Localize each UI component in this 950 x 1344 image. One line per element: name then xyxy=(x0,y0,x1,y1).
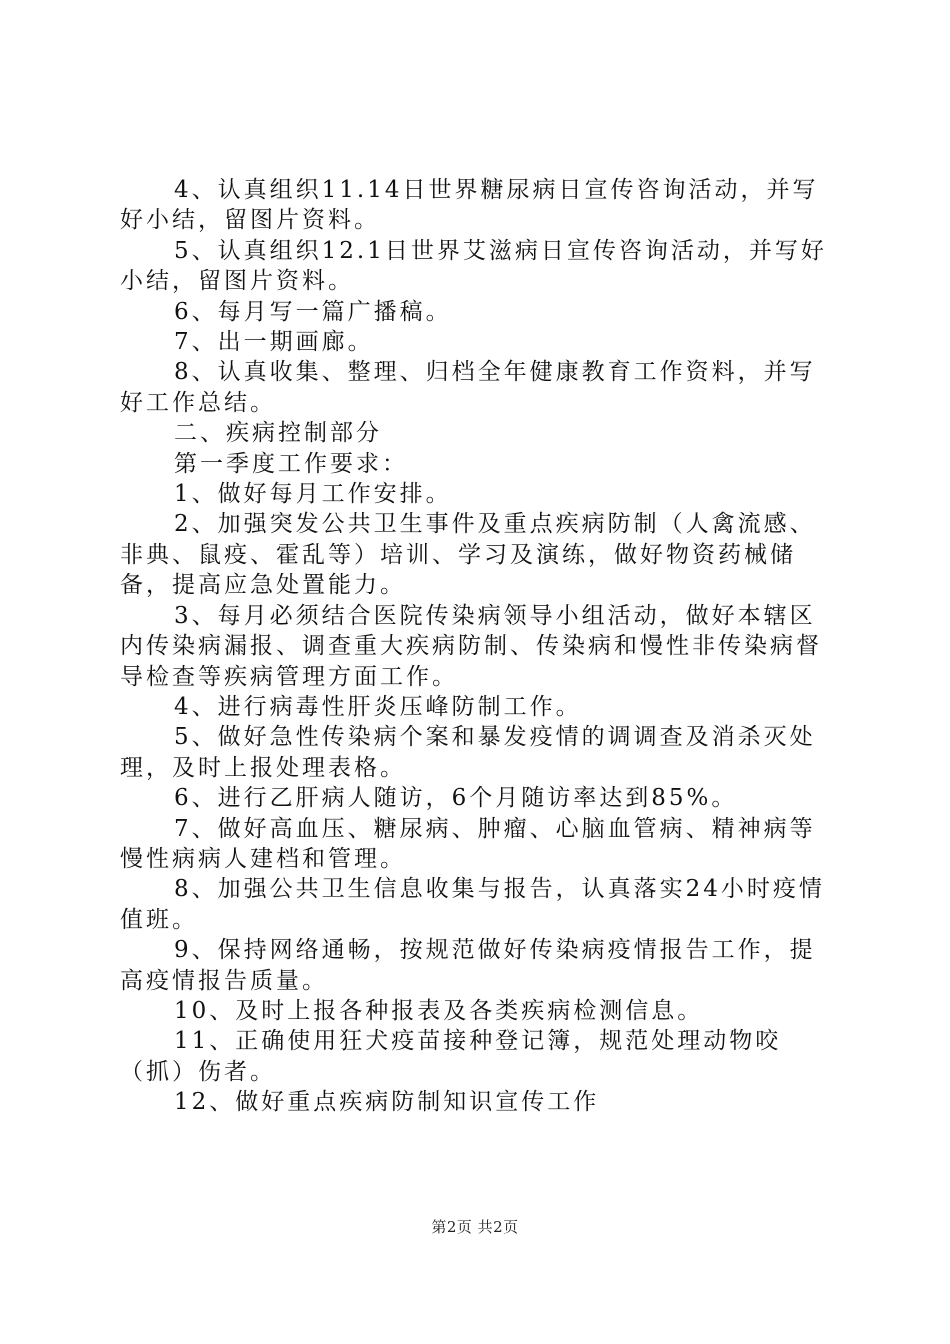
paragraph: 7、做好高血压、糖尿病、肿瘤、心脑血管病、精神病等慢性病病人建档和管理。 xyxy=(120,815,816,872)
paragraph: 11、正确使用狂犬疫苗接种登记簿，规范处理动物咬（抓）伤者。 xyxy=(120,1028,782,1085)
paragraph: 9、保持网络通畅，按规范做好传染病疫情报告工作，提高疫情报告质量。 xyxy=(120,937,816,994)
subsection-heading: 第一季度工作要求： xyxy=(174,450,408,477)
paragraph: 4、认真组织11.14日世界糖尿病日宣传咨询活动，并写好小结，留图片资料。 xyxy=(120,177,819,234)
paragraph: 12、做好重点疾病防制知识宣传工作 xyxy=(174,1089,600,1116)
paragraph: 7、出一期画廊。 xyxy=(174,329,374,356)
paragraph: 6、进行乙肝病人随访，6个月随访率达到85%。 xyxy=(174,785,738,812)
paragraph: 8、认真收集、整理、归档全年健康教育工作资料，并写好工作总结。 xyxy=(120,359,816,416)
paragraph: 4、进行病毒性肝炎压峰防制工作。 xyxy=(174,693,582,720)
page-number-footer: 第2页 共2页 xyxy=(431,1218,519,1236)
paragraph: 6、每月写一篇广播稿。 xyxy=(174,298,452,325)
paragraph: 1、做好每月工作安排。 xyxy=(174,481,452,508)
paragraph: 5、认真组织12.1日世界艾滋病日宣传咨询活动，并写好小结，留图片资料。 xyxy=(120,237,827,295)
document-body xyxy=(120,175,840,1118)
paragraph: 8、加强公共卫生信息收集与报告，认真落实24小时疫情值班。 xyxy=(120,876,825,933)
paragraph: 10、及时上报各种报表及各类疾病检测信息。 xyxy=(174,997,704,1024)
paragraph: 5、做好急性传染病个案和暴发疫情的调调查及消杀灭处理，及时上报处理表格。 xyxy=(120,724,816,781)
paragraph: 2、加强突发公共卫生事件及重点疾病防制（人禽流感、非典、鼠疫、霍乱等）培训、学习及演练，做好物资药械储备，提高应急处置能力。 xyxy=(120,511,816,599)
paragraph: 3、每月必须结合医院传染病领导小组活动，做好本辖区内传染病漏报、调查重大疾病防制、传染病和慢性非传染病督导检查等疾病管理方面工作。 xyxy=(120,602,822,690)
section-heading: 二、疾病控制部分 xyxy=(174,420,382,447)
